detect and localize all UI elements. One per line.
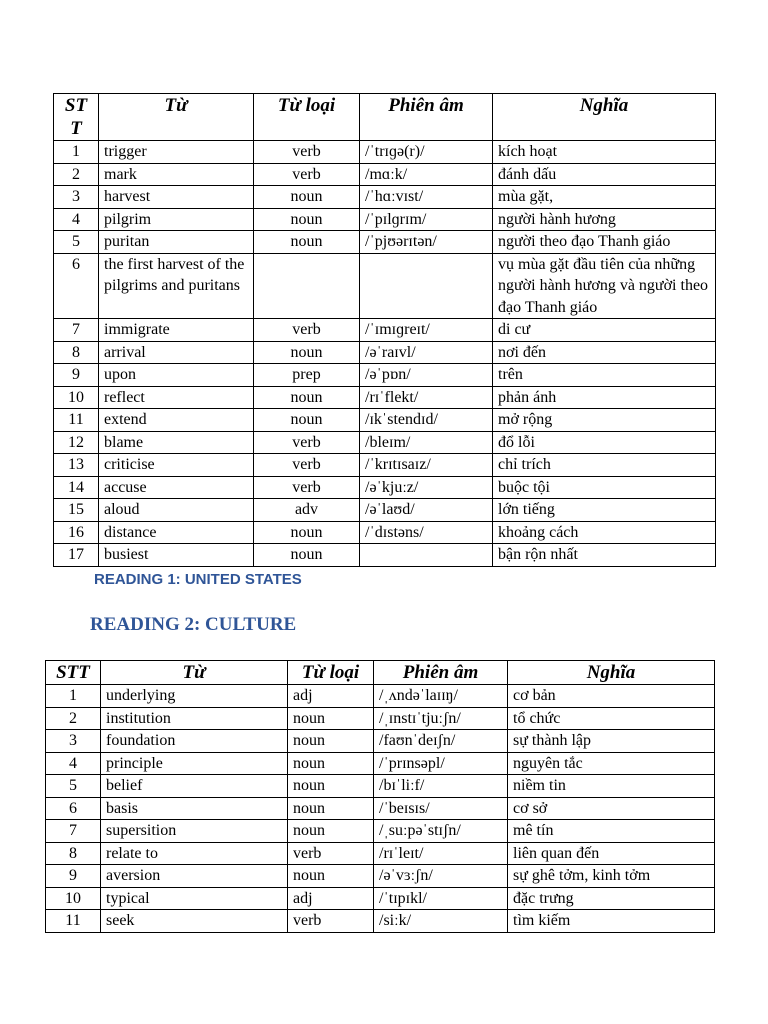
table-row (46, 752, 715, 775)
cell-word: belief (101, 775, 288, 798)
cell-part-of-speech: noun (254, 186, 360, 209)
cell-word: extend (99, 409, 254, 432)
cell-word: arrival (99, 341, 254, 364)
cell-pronunciation: /ˌʌndəˈlaɪɪŋ/ (374, 685, 508, 708)
cell-meaning: đổ lỗi (493, 431, 716, 454)
table-row (54, 341, 716, 364)
cell-pronunciation: /bɪˈliːf/ (374, 775, 508, 798)
cell-number: 8 (54, 341, 99, 364)
cell-word: busiest (99, 544, 254, 567)
table-row (46, 685, 715, 708)
cell-part-of-speech: noun (288, 865, 374, 888)
cell-number: 7 (54, 319, 99, 342)
cell-part-of-speech: adj (288, 887, 374, 910)
vocabulary-table-1 (53, 93, 716, 567)
cell-number: 4 (46, 752, 101, 775)
cell-number: 1 (54, 141, 99, 164)
table-row (54, 499, 716, 522)
cell-word: pilgrim (99, 208, 254, 231)
cell-pronunciation: /əˈraɪvl/ (360, 341, 493, 364)
cell-meaning: nguyên tắc (508, 752, 715, 775)
cell-number: 9 (54, 364, 99, 387)
cell-word: typical (101, 887, 288, 910)
cell-meaning: phản ánh (493, 386, 716, 409)
cell-part-of-speech: noun (288, 820, 374, 843)
cell-meaning: mở rộng (493, 409, 716, 432)
cell-pronunciation (360, 544, 493, 567)
cell-pronunciation: /ˈhɑːvɪst/ (360, 186, 493, 209)
cell-word: accuse (99, 476, 254, 499)
cell-meaning: buộc tội (493, 476, 716, 499)
cell-word: harvest (99, 186, 254, 209)
cell-meaning: khoảng cách (493, 521, 716, 544)
cell-number: 2 (54, 163, 99, 186)
cell-part-of-speech: noun (254, 409, 360, 432)
cell-word: immigrate (99, 319, 254, 342)
table-row (54, 364, 716, 387)
cell-word: foundation (101, 730, 288, 753)
cell-number: 5 (54, 231, 99, 254)
cell-number: 3 (54, 186, 99, 209)
cell-number: 17 (54, 544, 99, 567)
cell-number: 2 (46, 707, 101, 730)
cell-part-of-speech: noun (254, 386, 360, 409)
cell-meaning: di cư (493, 319, 716, 342)
cell-part-of-speech: noun (254, 544, 360, 567)
table-row (54, 476, 716, 499)
cell-part-of-speech: verb (288, 842, 374, 865)
cell-meaning: người theo đạo Thanh giáo (493, 231, 716, 254)
cell-part-of-speech: prep (254, 364, 360, 387)
cell-number: 15 (54, 499, 99, 522)
cell-number: 6 (54, 253, 99, 319)
cell-meaning: chỉ trích (493, 454, 716, 477)
table-row (54, 163, 716, 186)
table-row (54, 253, 716, 319)
cell-word: reflect (99, 386, 254, 409)
cell-part-of-speech: noun (288, 797, 374, 820)
cell-number: 16 (54, 521, 99, 544)
vocabulary-table-2 (45, 660, 715, 933)
table-row (54, 454, 716, 477)
cell-meaning: tìm kiếm (508, 910, 715, 933)
cell-word: trigger (99, 141, 254, 164)
cell-meaning: nơi đến (493, 341, 716, 364)
cell-word: criticise (99, 454, 254, 477)
cell-meaning: liên quan đến (508, 842, 715, 865)
cell-pronunciation: /ˈpjʊərɪtən/ (360, 231, 493, 254)
table-row (54, 521, 716, 544)
cell-part-of-speech: verb (254, 454, 360, 477)
cell-word: basis (101, 797, 288, 820)
cell-word: puritan (99, 231, 254, 254)
cell-meaning: trên (493, 364, 716, 387)
cell-pronunciation: /siːk/ (374, 910, 508, 933)
cell-part-of-speech: noun (254, 231, 360, 254)
cell-pronunciation: /əˈpɒn/ (360, 364, 493, 387)
cell-number: 10 (54, 386, 99, 409)
header-meaning: Nghĩa (493, 94, 716, 141)
cell-word: distance (99, 521, 254, 544)
cell-number: 9 (46, 865, 101, 888)
cell-word: seek (101, 910, 288, 933)
cell-meaning: cơ bản (508, 685, 715, 708)
cell-meaning: sự ghê tởm, kinh tởm (508, 865, 715, 888)
cell-number: 11 (46, 910, 101, 933)
cell-meaning: mê tín (508, 820, 715, 843)
cell-pronunciation: /bleɪm/ (360, 431, 493, 454)
cell-meaning: tổ chức (508, 707, 715, 730)
cell-pronunciation: /ˈtɪpɪkl/ (374, 887, 508, 910)
cell-number: 8 (46, 842, 101, 865)
cell-number: 5 (46, 775, 101, 798)
header-stt: ST T (54, 94, 99, 141)
table-row (54, 208, 716, 231)
cell-word: underlying (101, 685, 288, 708)
table-row (46, 797, 715, 820)
table-body (46, 685, 715, 933)
table-header-row (54, 94, 716, 141)
table-row (46, 887, 715, 910)
header-pronunciation: Phiên âm (374, 661, 508, 685)
cell-number: 6 (46, 797, 101, 820)
table-row (54, 186, 716, 209)
cell-part-of-speech: noun (288, 707, 374, 730)
table-row (54, 231, 716, 254)
table-header-row (46, 661, 715, 685)
header-pronunciation: Phiên âm (360, 94, 493, 141)
header-part-of-speech: Từ loại (254, 94, 360, 141)
cell-word: upon (99, 364, 254, 387)
cell-number: 4 (54, 208, 99, 231)
cell-part-of-speech: noun (254, 521, 360, 544)
cell-part-of-speech: noun (288, 752, 374, 775)
cell-pronunciation: /rɪˈflekt/ (360, 386, 493, 409)
cell-word: blame (99, 431, 254, 454)
cell-pronunciation: /əˈlaʊd/ (360, 499, 493, 522)
cell-word: relate to (101, 842, 288, 865)
table-row (54, 409, 716, 432)
cell-part-of-speech: verb (254, 141, 360, 164)
table-row (46, 730, 715, 753)
reading-1-heading: READING 1: UNITED STATES (94, 571, 302, 588)
cell-pronunciation: /ˌsuːpəˈstɪʃn/ (374, 820, 508, 843)
cell-meaning: đặc trưng (508, 887, 715, 910)
cell-meaning: người hành hương (493, 208, 716, 231)
cell-word: principle (101, 752, 288, 775)
cell-pronunciation: /ˈkrɪtɪsaɪz/ (360, 454, 493, 477)
cell-pronunciation: /ɪkˈstendɪd/ (360, 409, 493, 432)
cell-meaning: lớn tiếng (493, 499, 716, 522)
cell-pronunciation: /ˈtrɪɡə(r)/ (360, 141, 493, 164)
cell-meaning: cơ sở (508, 797, 715, 820)
cell-number: 14 (54, 476, 99, 499)
cell-pronunciation: /ˈpɪlɡrɪm/ (360, 208, 493, 231)
table-row (46, 910, 715, 933)
cell-pronunciation: /faʊnˈdeɪʃn/ (374, 730, 508, 753)
cell-word: the first harvest of the pilgrims and puritans (99, 253, 254, 319)
table-row (54, 386, 716, 409)
cell-meaning: vụ mùa gặt đầu tiên của những người hành hương và người theo đạo Thanh giáo (493, 253, 716, 319)
cell-number: 10 (46, 887, 101, 910)
table-row (46, 707, 715, 730)
cell-meaning: niềm tin (508, 775, 715, 798)
header-word: Từ (101, 661, 288, 685)
table-row (46, 842, 715, 865)
table-row (46, 820, 715, 843)
cell-pronunciation: /mɑːk/ (360, 163, 493, 186)
reading-2-heading: READING 2: CULTURE (90, 614, 297, 635)
table-body (54, 141, 716, 567)
cell-number: 7 (46, 820, 101, 843)
cell-word: mark (99, 163, 254, 186)
table-row (46, 775, 715, 798)
cell-meaning: bận rộn nhất (493, 544, 716, 567)
cell-part-of-speech: verb (254, 163, 360, 186)
cell-number: 1 (46, 685, 101, 708)
cell-pronunciation: /əˈkjuːz/ (360, 476, 493, 499)
cell-word: aversion (101, 865, 288, 888)
header-part-of-speech: Từ loại (288, 661, 374, 685)
cell-pronunciation: /ˌɪnstɪˈtjuːʃn/ (374, 707, 508, 730)
cell-pronunciation (360, 253, 493, 319)
cell-meaning: sự thành lập (508, 730, 715, 753)
header-meaning: Nghĩa (508, 661, 715, 685)
cell-part-of-speech: noun (288, 775, 374, 798)
cell-meaning: mùa gặt, (493, 186, 716, 209)
cell-part-of-speech: verb (288, 910, 374, 933)
cell-part-of-speech: verb (254, 431, 360, 454)
cell-number: 12 (54, 431, 99, 454)
cell-word: institution (101, 707, 288, 730)
cell-part-of-speech: noun (254, 208, 360, 231)
cell-pronunciation: /ˈbeɪsɪs/ (374, 797, 508, 820)
cell-word: supersition (101, 820, 288, 843)
cell-pronunciation: /əˈvɜːʃn/ (374, 865, 508, 888)
cell-pronunciation: /rɪˈleɪt/ (374, 842, 508, 865)
cell-part-of-speech: noun (254, 341, 360, 364)
cell-part-of-speech: noun (288, 730, 374, 753)
cell-pronunciation: /ˈɪmɪɡreɪt/ (360, 319, 493, 342)
table-row (54, 431, 716, 454)
cell-pronunciation: /ˈdɪstəns/ (360, 521, 493, 544)
table-row (54, 544, 716, 567)
cell-number: 13 (54, 454, 99, 477)
cell-part-of-speech (254, 253, 360, 319)
header-word: Từ (99, 94, 254, 141)
cell-part-of-speech: adj (288, 685, 374, 708)
cell-number: 11 (54, 409, 99, 432)
cell-number: 3 (46, 730, 101, 753)
cell-part-of-speech: verb (254, 319, 360, 342)
cell-meaning: kích hoạt (493, 141, 716, 164)
table-row (54, 319, 716, 342)
table-row (54, 141, 716, 164)
cell-pronunciation: /ˈprɪnsəpl/ (374, 752, 508, 775)
table-row (46, 865, 715, 888)
header-stt: STT (46, 661, 101, 685)
cell-part-of-speech: verb (254, 476, 360, 499)
cell-meaning: đánh dấu (493, 163, 716, 186)
cell-word: aloud (99, 499, 254, 522)
cell-part-of-speech: adv (254, 499, 360, 522)
